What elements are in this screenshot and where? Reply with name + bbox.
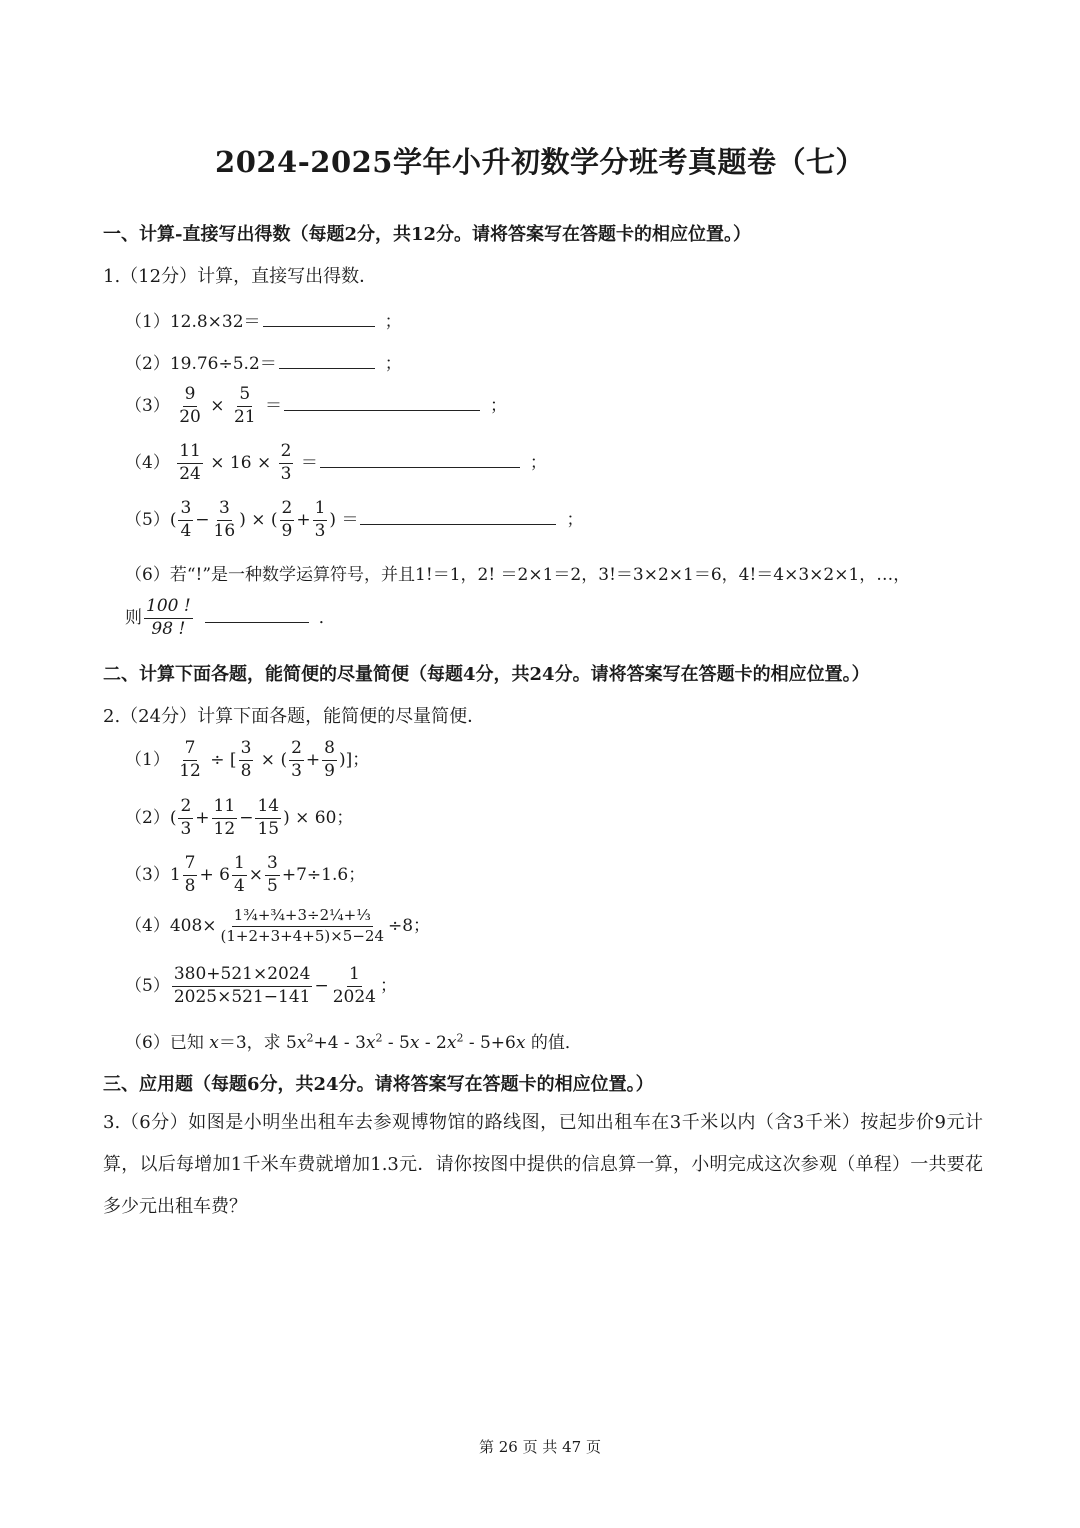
answer-blank[interactable] bbox=[284, 390, 480, 411]
item-expr: 12.8×32＝ bbox=[169, 312, 261, 332]
q2-item-6 bbox=[125, 1028, 582, 1053]
expr-end: )]； bbox=[338, 749, 370, 770]
item-label: （5） bbox=[125, 509, 170, 530]
fraction: $\frac{3}{5}$ bbox=[267, 853, 278, 896]
operator: − bbox=[314, 975, 329, 996]
fraction: $\frac{14}{15}$ bbox=[257, 796, 280, 839]
item-label: （6） bbox=[125, 1033, 170, 1053]
question1-stem: 1.（12分）计算，直接写出得数． bbox=[103, 266, 378, 287]
section3-heading: 三、应用题（每题6分，共24分。请将答案写在答题卡的相应位置。） bbox=[103, 1074, 654, 1095]
text: - 2 bbox=[419, 1033, 447, 1053]
item-label: （1） bbox=[125, 312, 170, 332]
operator: + 6 bbox=[199, 864, 230, 885]
whole-number: 1 bbox=[169, 864, 181, 885]
paren: ( bbox=[169, 807, 177, 828]
operator: + bbox=[195, 807, 210, 828]
semicolon: ； bbox=[529, 452, 547, 473]
item-text: 若“!”是一种数学运算符号，并且1!＝1，2! ＝2×1＝2，3!＝3×2×1＝6，4!＝4×3×2×1，…， bbox=[169, 565, 911, 585]
fraction: $\frac{11}{12}$ bbox=[213, 796, 236, 839]
semicolon: ； bbox=[566, 509, 584, 530]
section1-heading: 一、计算-直接写出得数（每题2分，共12分。请将答案写在答题卡的相应位置。） bbox=[103, 224, 752, 245]
item-expr: 19.76÷5.2＝ bbox=[169, 354, 277, 374]
fraction: $\frac{2}{9}$ bbox=[281, 498, 293, 541]
q1-item-4 bbox=[125, 443, 547, 484]
question2-stem: 2.（24分）计算下面各题，能简便的尽量简便． bbox=[103, 706, 486, 727]
operator: + bbox=[305, 749, 321, 770]
operator: ÷ [ bbox=[210, 749, 237, 770]
variable: x bbox=[446, 1033, 457, 1053]
q2-item-1 bbox=[125, 740, 369, 781]
item-label: （4） bbox=[125, 915, 170, 936]
fraction: $\frac{9}{20}$ bbox=[179, 384, 201, 427]
expr-end: ÷8； bbox=[388, 915, 431, 936]
expr-end: ) × 60； bbox=[283, 807, 354, 828]
text: - 5 bbox=[382, 1033, 410, 1053]
text: ＝3，求 5 bbox=[218, 1033, 297, 1053]
fraction: $\frac{380+521\times 2024}{2025\times 521-141}$ bbox=[173, 964, 311, 1007]
item-label: （3） bbox=[125, 864, 170, 885]
variable: x bbox=[409, 1033, 420, 1053]
exponent: 2 bbox=[306, 1031, 314, 1045]
expr-end: ； bbox=[380, 975, 397, 996]
semicolon: ； bbox=[384, 354, 402, 374]
equals: ＝ bbox=[264, 395, 282, 416]
operator: × 16 × bbox=[210, 452, 272, 473]
answer-blank[interactable] bbox=[320, 447, 520, 468]
semicolon: ； bbox=[384, 312, 402, 332]
item-label: （4） bbox=[125, 452, 170, 473]
fraction: $\frac{8}{9}$ bbox=[324, 738, 335, 781]
page-title: 2024-2025学年小升初数学分班考真题卷（七） bbox=[215, 145, 865, 179]
text: - 5+6 bbox=[463, 1033, 516, 1053]
fraction: $\frac{11}{24}$ bbox=[179, 441, 201, 484]
answer-blank[interactable] bbox=[360, 504, 556, 525]
q1-item-6-text bbox=[125, 560, 910, 585]
fraction: $\frac{\text{1¾+¾+3÷2¼+⅓}}{(1+2+3+4+5)\times 5-24}$ bbox=[220, 906, 384, 945]
fraction: $\frac{1}{4}$ bbox=[233, 853, 245, 896]
variable: x bbox=[296, 1033, 307, 1053]
q1-item-2 bbox=[125, 348, 402, 374]
semicolon: ； bbox=[489, 395, 507, 416]
fraction: $\frac{5}{21}$ bbox=[233, 384, 256, 427]
equals: ＝ bbox=[341, 509, 359, 530]
exponent: 2 bbox=[456, 1031, 464, 1045]
expr-end: +7÷1.6； bbox=[281, 864, 366, 885]
then-word: 则 bbox=[125, 607, 142, 628]
question3-text: 3.（6分）如图是小明坐出租车去参观博物馆的路线图，已知出租车在3千米以内（含3千米）按起步价9元计算，以后每增加1千米车费就增加1.3元．请你按图中提供的信息算一算，小明完成这次参观（单程）一共要花多少元出租车费？ bbox=[103, 1112, 983, 1217]
fraction: $\frac{1}{3}$ bbox=[314, 498, 326, 541]
q1-item-3 bbox=[125, 386, 507, 427]
text: 已知 bbox=[169, 1033, 210, 1053]
variable: x bbox=[515, 1033, 526, 1053]
fraction: $\frac{7}{12}$ bbox=[179, 738, 201, 781]
item-label: （6） bbox=[125, 565, 170, 585]
q2-item-5 bbox=[125, 966, 397, 1007]
variable: x bbox=[209, 1033, 219, 1053]
q2-item-3 bbox=[125, 855, 365, 896]
fraction: $\frac{3}{16}$ bbox=[213, 498, 236, 541]
exponent: 2 bbox=[375, 1031, 383, 1045]
q2-item-4 bbox=[125, 908, 430, 945]
q1-item-1 bbox=[125, 306, 402, 332]
answer-blank[interactable] bbox=[263, 306, 375, 327]
fraction: $\frac{2}{3}$ bbox=[180, 796, 192, 839]
item-label: （3） bbox=[125, 395, 170, 416]
text: 的值． bbox=[525, 1033, 582, 1053]
q1-item-5: （5）( $\frac{3}{4}$ − $\frac{3}{16}$ ) × ( $\frac{2}{9}$ + $\frac{1}{3}$ ) ＝ ； bbox=[125, 498, 584, 541]
page-footer: 第 26 页 共 47 页 bbox=[478, 1438, 601, 1456]
period: ． bbox=[318, 607, 336, 628]
fraction: $\frac{3}{8}$ bbox=[240, 738, 252, 781]
operator: × ( bbox=[260, 749, 288, 770]
fraction: $\frac{2}{3}$ bbox=[280, 441, 292, 484]
fraction: $\frac{2}{3}$ bbox=[291, 738, 302, 781]
expr-start: 408× bbox=[169, 915, 217, 936]
answer-blank[interactable] bbox=[279, 348, 375, 369]
q2-item-2 bbox=[125, 798, 353, 839]
fraction: $\frac{7}{8}$ bbox=[184, 853, 196, 896]
item-label: （1） bbox=[125, 749, 170, 770]
item-label: （2） bbox=[125, 807, 170, 828]
fraction: $\frac{100 !}{98 !}$ bbox=[146, 596, 191, 639]
answer-blank[interactable] bbox=[205, 602, 309, 623]
operator: × bbox=[210, 395, 225, 416]
variable: x bbox=[365, 1033, 376, 1053]
item-label: （2） bbox=[125, 354, 170, 374]
fraction: $\frac{1}{2024}$ bbox=[332, 964, 376, 1007]
operator: × bbox=[248, 864, 264, 885]
operator: − bbox=[239, 807, 254, 828]
item-label: （5） bbox=[125, 975, 170, 996]
section2-heading: 二、计算下面各题，能简便的尽量简便（每题4分，共24分。请将答案写在答题卡的相应位置。） bbox=[103, 664, 870, 685]
text: +4 - 3 bbox=[313, 1033, 366, 1053]
fraction: $\frac{3}{4}$ bbox=[180, 498, 192, 541]
equals: ＝ bbox=[300, 452, 318, 473]
q1-item-6-then bbox=[125, 598, 336, 639]
